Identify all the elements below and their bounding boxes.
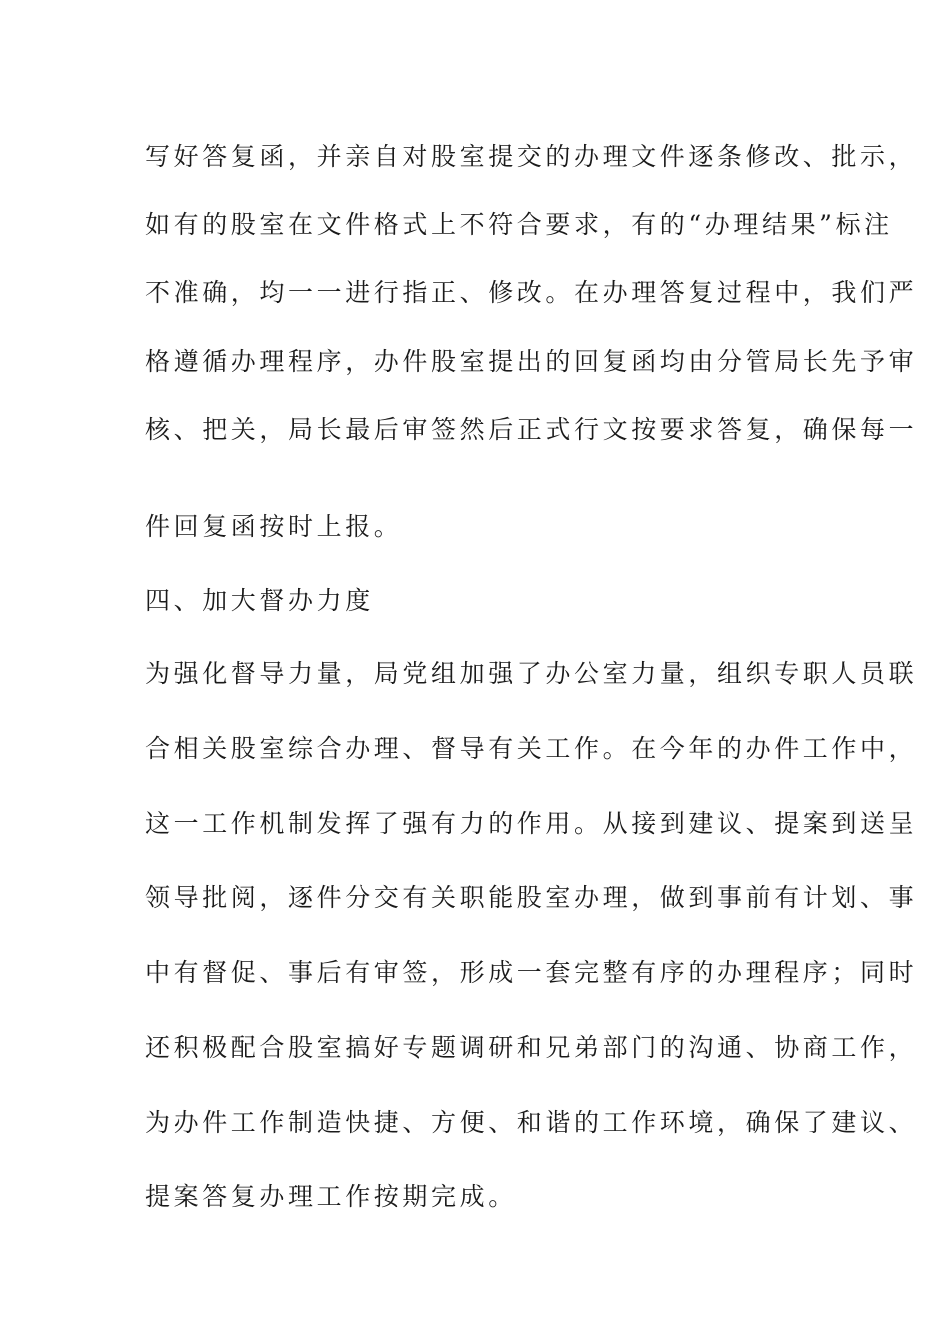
body-text-line: 还积极配合股室搞好专题调研和兄弟部门的沟通、协商工作， [145, 1033, 918, 1062]
body-text-line: 写好答复函，并亲自对股室提交的办理文件逐条修改、批示， [145, 142, 918, 171]
body-text-line: 格遵循办理程序，办件股室提出的回复函均由分管局长先予审 [145, 347, 918, 376]
body-text-line: 如有的股室在文件格式上不符合要求，有的“办理结果”标注 [145, 210, 893, 239]
body-text-line: 不准确，均一一进行指正、修改。在办理答复过程中，我们严 [145, 278, 918, 307]
body-text-line: 领导批阅，逐件分交有关职能股室办理，做到事前有计划、事 [145, 883, 918, 912]
body-text-line: 合相关股室综合办理、督导有关工作。在今年的办件工作中， [145, 734, 918, 763]
body-text-line: 核、把关，局长最后审签然后正式行文按要求答复，确保每一 [145, 415, 918, 444]
body-text-line: 为办件工作制造快捷、方便、和谐的工作环境，确保了建议、 [145, 1108, 918, 1137]
body-text-line: 为强化督导力量，局党组加强了办公室力量，组织专职人员联 [145, 659, 918, 688]
section-heading: 四、加大督办力度 [145, 586, 374, 615]
body-text-line: 中有督促、事后有审签，形成一套完整有序的办理程序；同时 [145, 958, 918, 987]
body-text-line: 这一工作机制发挥了强有力的作用。从接到建议、提案到送呈 [145, 809, 918, 838]
body-text-line: 件回复函按时上报。 [145, 512, 403, 541]
body-text-line: 提案答复办理工作按期完成。 [145, 1182, 517, 1211]
